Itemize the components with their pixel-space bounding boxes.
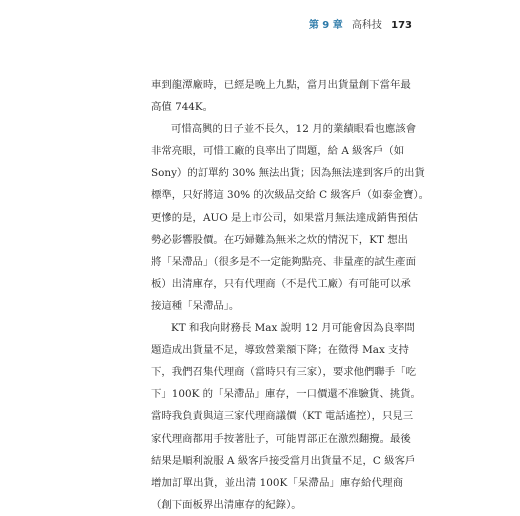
text-line: 非常亮眼，可惜工廠的良率出了問題，給 A 級客戶（如 xyxy=(151,145,405,158)
text-line: 家代理商都用手按著肚子，可能胃部正在激烈翻攪。最後 xyxy=(151,432,411,445)
chapter-label: 第 9 章 xyxy=(308,20,343,31)
running-header xyxy=(309,20,412,32)
paragraph-first-line: KT 和我向財務長 Max 說明 12 月可能會因為良率問 xyxy=(171,322,415,335)
text-line: 將「呆滯品」（很多是不一定能夠點亮、非量產的試生產面 xyxy=(151,255,416,268)
text-line: 下，我們召集代理商（當時只有三家），要求他們聯手「吃 xyxy=(151,366,416,379)
text-line: 板）出清庫存，只有代理商（不是代工廠）有可能可以承 xyxy=(151,277,411,290)
text-line: 結果是順利說服 A 級客戶接受當月出貨量不足，C 級客戶 xyxy=(151,454,416,467)
text-line: 標準，只好將這 30% 的次級品交給 C 級客戶（如泰金寶）。 xyxy=(151,189,430,202)
body-text xyxy=(151,74,430,516)
text-line: 車到龍潭廠時，已經是晚上九點，當月出貨量創下當年最 xyxy=(151,79,411,91)
paragraph-first-line: 可惜高興的日子並不長久，12 月的業績眼看也應該會 xyxy=(171,123,417,136)
text-line: 增加訂單出貨，並出清 100K「呆滯品」庫存給代理商 xyxy=(151,476,403,489)
section-title: 高科技 xyxy=(351,20,382,31)
text-line: （創下面板界出清庫存的紀錄）。 xyxy=(151,498,302,511)
text-line: 高值 744K。 xyxy=(151,101,214,114)
text-line: 下」100K 的「呆滯品」庫存，一口價還不准驗貨、挑貨。 xyxy=(151,388,421,401)
text-line: Sony）的訂單約 30% 無法出貨；因為無法達到客戶的出貨 xyxy=(151,167,425,180)
text-line: 勢必影響股價。在巧婦難為無米之炊的情況下，KT 想出 xyxy=(151,233,408,246)
text-line: 題造成出貨量不足，導致營業額下降；在徵得 Max 支持 xyxy=(151,344,409,357)
text-line: 當時我負責與這三家代理商議價（KT 電話遙控），只見三 xyxy=(151,410,414,423)
text-line: 更慘的是，AUO 是上市公司，如果當月無法達成銷售預估 xyxy=(151,211,419,224)
text-line: 接這種「呆滯品」。 xyxy=(151,299,240,312)
page-number: 173 xyxy=(391,20,412,31)
